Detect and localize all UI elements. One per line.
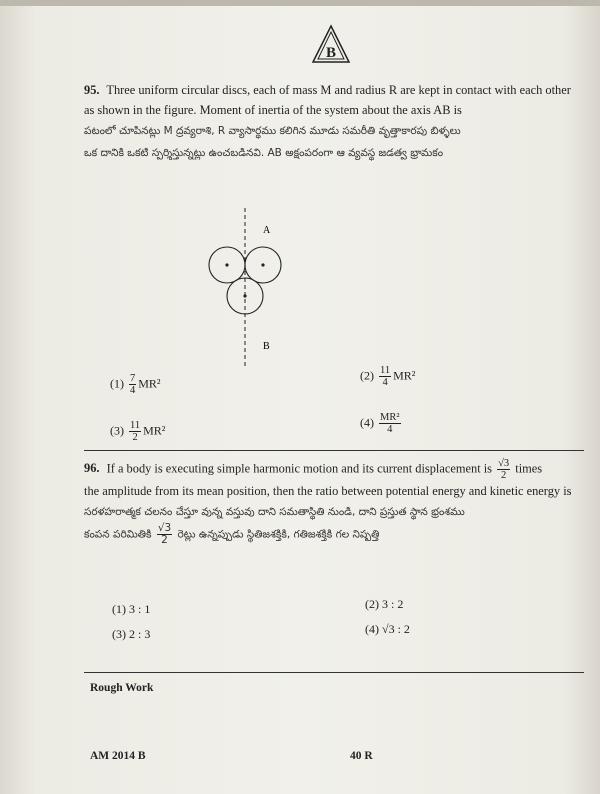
question-text: Three uniform circular discs, each of mass M and radius R are kept in contact with each other as shown in the figure. Moment of inertia of the system about the axis AB is xyxy=(84,83,571,117)
telugu-text-line: సరళహరాత్మక చలనం చేస్తూ వున్న వస్తువు దాని సమతాస్థితి నుండి, దాని ప్రస్తుత స్థాన భ్రంశము xyxy=(84,506,465,518)
question-text: times xyxy=(515,461,543,476)
page-number: 40 R xyxy=(350,750,373,762)
telugu-text: రెట్లు ఉన్నప్పుడు స్థితిజశక్తికి, గతిజశక్తికి గల నిష్పత్తి xyxy=(177,528,380,541)
booklet-code: B xyxy=(325,45,336,61)
option-95-4[interactable] xyxy=(360,412,403,435)
option-96-2[interactable] xyxy=(365,597,403,612)
option-label: (4) xyxy=(360,415,374,430)
option-value: 3 : 1 xyxy=(129,602,151,616)
option-value: 2 : 3 xyxy=(129,627,151,641)
option-term: MR² xyxy=(143,423,166,438)
option-label: (2) xyxy=(365,597,379,611)
fraction: $\frac{11}{4}$ xyxy=(380,365,391,388)
telugu-text: కంపన పరిమితికి xyxy=(84,528,152,541)
option-96-3[interactable] xyxy=(112,627,150,642)
footer-exam-code: AM 2014 B xyxy=(90,750,146,762)
axis-label-b: B xyxy=(263,341,270,352)
fraction-root3-over-2: $\frac{√3}{2}$ xyxy=(498,458,510,481)
option-term: MR² xyxy=(393,368,416,383)
option-96-1[interactable] xyxy=(112,602,150,617)
question-96 xyxy=(84,458,584,546)
option-value: 3 : 2 xyxy=(382,597,404,611)
fraction: $\frac{\text{MR²}}{4}$ xyxy=(380,412,400,435)
option-label: (4) xyxy=(365,622,379,636)
telugu-text-line: పటంలో చూపినట్లు M ద్రవ్యరాశి, R వ్యాసార్థము కలిగిన మూడు సమరీతి వృత్తాకారపు బిళ్ళలు xyxy=(84,125,461,137)
fraction-root3-over-2: $\frac{√3}{2}$ xyxy=(157,522,172,546)
question-text: the amplitude from its mean position, then the ratio between potential energy and kinetic energy is xyxy=(84,484,572,498)
option-95-3[interactable] xyxy=(110,420,165,443)
rough-work-divider xyxy=(84,672,584,673)
question-number: 96. xyxy=(84,461,100,476)
question-number: 95. xyxy=(84,83,100,97)
option-term: MR² xyxy=(138,376,161,391)
telugu-text-line: ఒక దానికి ఒకటి స్పర్శిస్తున్నట్లు ఉంచబడినవి. AB అక్షంపరంగా ఆ వ్యవస్థ జడత్వ భ్రామకం xyxy=(84,147,444,159)
three-discs-figure xyxy=(200,208,290,368)
question-divider xyxy=(84,450,584,451)
option-label: (3) xyxy=(112,627,126,641)
option-label: (1) xyxy=(112,602,126,616)
rough-work-label: Rough Work xyxy=(90,682,154,694)
option-label: (2) xyxy=(360,368,374,383)
fraction: $\frac{7}{4}$ xyxy=(130,373,136,396)
option-label: (3) xyxy=(110,423,124,438)
question-95 xyxy=(84,80,584,164)
option-label: (1) xyxy=(110,376,124,391)
fraction: $\frac{11}{2}$ xyxy=(130,420,141,443)
question-text: If a body is executing simple harmonic motion and its current displacement is xyxy=(106,461,493,476)
axis-label-a: A xyxy=(263,225,271,236)
option-96-4[interactable] xyxy=(365,622,410,637)
option-95-2[interactable] xyxy=(360,365,415,388)
option-value: √3 : 2 xyxy=(382,622,410,636)
option-95-1[interactable] xyxy=(110,373,161,396)
scan-edge xyxy=(0,0,600,6)
